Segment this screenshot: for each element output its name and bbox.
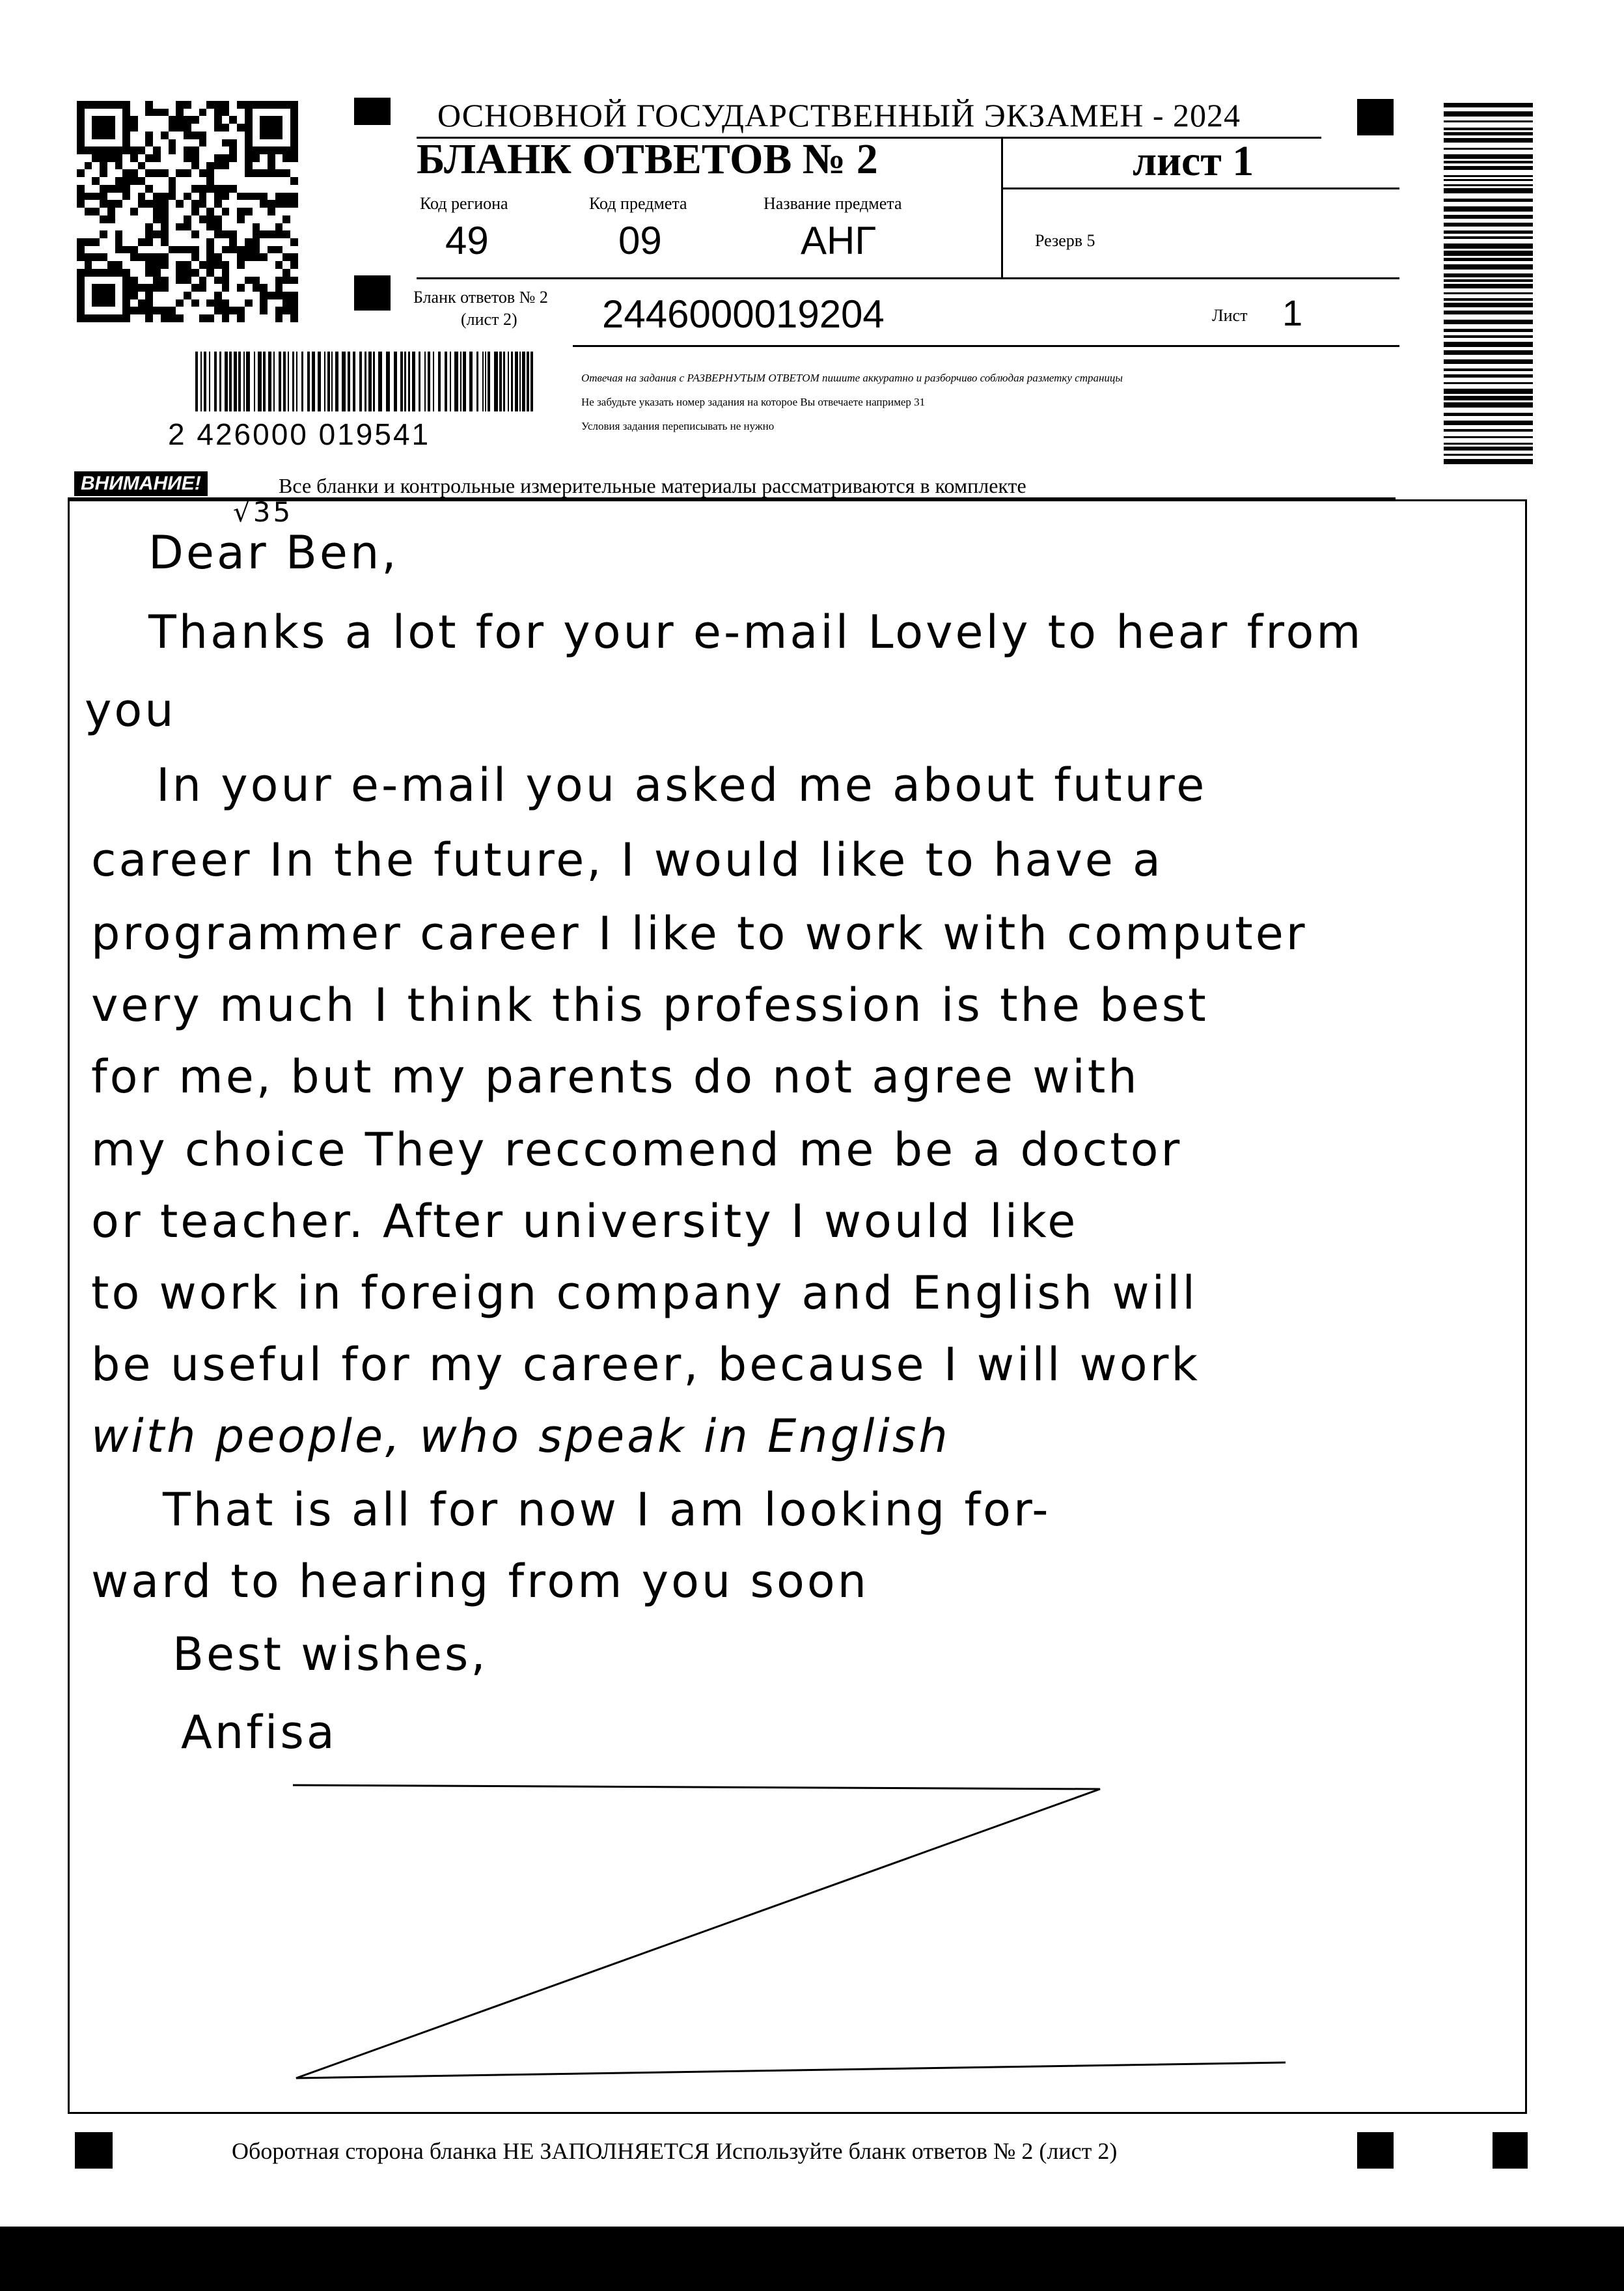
- sheet-label: лист 1: [1133, 137, 1254, 185]
- answer-line-7: very much I think this profession is the best: [91, 979, 1209, 1032]
- answer-line-2: Thanks a lot for your e-mail Lovely to hear from: [148, 605, 1364, 659]
- subject-name-value: АНГ: [801, 219, 876, 262]
- answer-line-6: programmer career I like to work with computer: [91, 907, 1308, 960]
- bottom-black-band: [0, 2227, 1624, 2291]
- answer-line-8: for me, but my parents do not agree with: [91, 1050, 1140, 1104]
- warning-badge: ВНИМАНИЕ!: [74, 471, 208, 496]
- answer-line-16: Best wishes,: [172, 1628, 488, 1681]
- subject-code-value: 09: [618, 219, 662, 262]
- task-number: √35: [233, 496, 294, 528]
- answer-line-3: you: [85, 684, 176, 737]
- answer-line-15: ward to hearing from you soon: [91, 1555, 870, 1608]
- warning-text: Все бланки и контрольные измерительные материалы рассматриваются в комплекте: [279, 474, 1026, 497]
- answer-line-9: my choice They reccomend me be a doctor: [91, 1123, 1183, 1176]
- blank-title: БЛАНК ОТВЕТОВ № 2: [417, 135, 878, 183]
- answer-line-11: to work in foreign company and English will: [91, 1266, 1198, 1320]
- barcode-number: 2 426000 019541: [168, 417, 431, 451]
- footer-note: Оборотная сторона бланка НЕ ЗАПОЛНЯЕТСЯ Используйте бланк ответов № 2 (лист 2): [232, 2138, 1118, 2164]
- answer-line-13: with people, who speak in English: [91, 1409, 950, 1463]
- answer-line-17: Anfisa: [181, 1706, 337, 1759]
- instruction-line-3: Условия задания переписывать не нужно: [581, 420, 775, 432]
- subject-code-caption: Код предмета: [589, 194, 687, 213]
- sheet-number: 1: [1282, 292, 1303, 333]
- subject-name-caption: Название предмета: [764, 194, 902, 213]
- instruction-line-2: Не забудьте указать номер задания на которое Вы отвечаете например 31: [581, 396, 926, 408]
- region-value: 49: [445, 219, 489, 262]
- answer-line-5: career In the future, I would like to have a: [91, 833, 1163, 887]
- sheet-caption: Лист: [1212, 306, 1248, 325]
- answer-line-10: or teacher. After university I would like: [91, 1195, 1079, 1248]
- region-caption: Код региона: [420, 194, 508, 213]
- answer-line-4: In your e-mail you asked me about future: [156, 758, 1207, 812]
- answer-line-1: Dear Ben,: [148, 526, 399, 579]
- reserve-label: Резерв 5: [1035, 231, 1095, 250]
- blank2-caption-line1: Бланк ответов № 2: [413, 288, 548, 307]
- answer-line-14: That is all for now I am looking for-: [163, 1483, 1051, 1536]
- answer-line-12: be useful for my career, because I will work: [91, 1338, 1200, 1391]
- exam-title: ОСНОВНОЙ ГОСУДАРСТВЕННЫЙ ЭКЗАМЕН - 2024: [437, 97, 1241, 133]
- instruction-line-1: Отвечая на задания с РАЗВЕРНУТЫМ ОТВЕТОМ пишите аккуратно и разборчиво соблюдая разметку страницы: [581, 372, 1123, 384]
- blank2-caption-line2: (лист 2): [461, 310, 517, 329]
- blank2-number: 2446000019204: [602, 292, 885, 336]
